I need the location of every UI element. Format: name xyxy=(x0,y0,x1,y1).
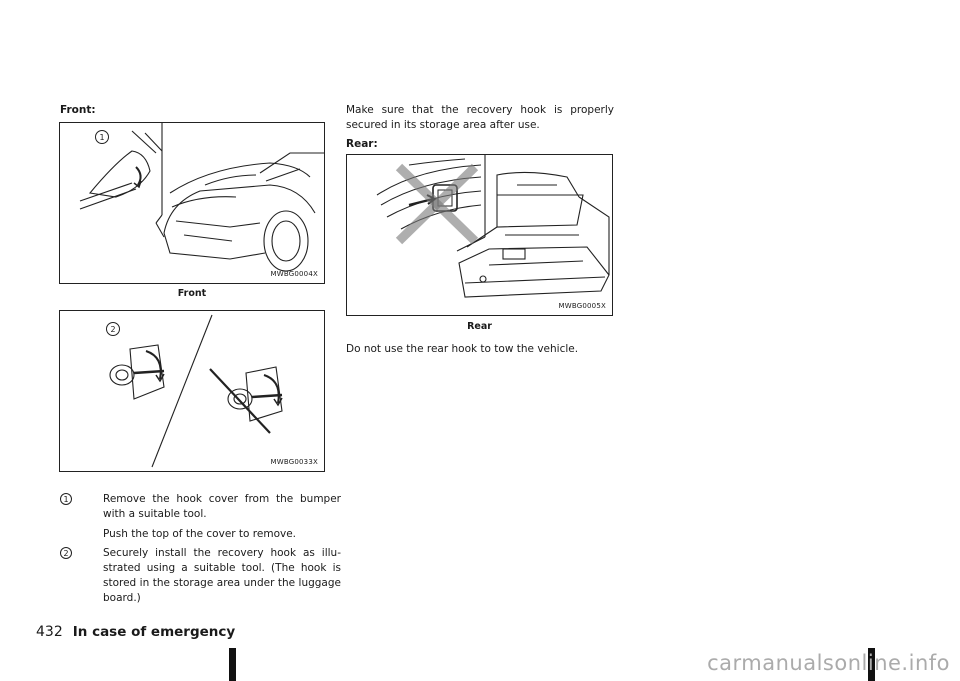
hook-figure xyxy=(59,310,325,472)
tow-warning: Do not use the rear hook to tow the vehicle. xyxy=(346,343,579,355)
rear-caption: Rear xyxy=(467,321,492,332)
step-2-text: Securely install the recovery hook as illustrated using a suitable tool. (The hook is stored in the storage area under the luggage board.) xyxy=(103,547,341,604)
step-2-number: 2 xyxy=(60,547,72,559)
page-footer xyxy=(36,624,235,640)
section-title: In case of emergency xyxy=(72,624,236,640)
left-edge-tab xyxy=(229,648,236,681)
step-1-number: 1 xyxy=(60,493,72,505)
front-caption: Front xyxy=(177,288,207,299)
hook-callout: 2 xyxy=(110,325,116,334)
page-number: 432 xyxy=(36,624,63,640)
rear-hook-illustration xyxy=(347,155,613,316)
front-figure-code: MWBG0004X xyxy=(270,270,318,278)
watermark: carmanualsonline.info xyxy=(707,651,950,675)
front-hook-cover-illustration xyxy=(60,123,325,284)
step-1-text: Remove the hook cover from the bumper with a suitable tool. xyxy=(103,493,341,520)
front-callout: 1 xyxy=(99,133,105,142)
step-1 xyxy=(60,492,342,524)
hook-figure-code: MWBG0033X xyxy=(270,458,318,466)
front-figure xyxy=(59,122,325,284)
rear-heading: Rear: xyxy=(346,138,378,150)
rear-figure xyxy=(346,154,613,316)
rear-figure-code: MWBG0005X xyxy=(558,302,606,310)
step-2 xyxy=(60,546,342,608)
storage-note: Make sure that the recovery hook is properly secured in its storage area after use. xyxy=(346,104,614,131)
step-1-sub xyxy=(60,527,342,543)
recovery-hook-illustration xyxy=(60,311,325,472)
step-1-sub-text: Push the top of the cover to remove. xyxy=(103,528,297,540)
front-heading: Front: xyxy=(60,104,96,116)
